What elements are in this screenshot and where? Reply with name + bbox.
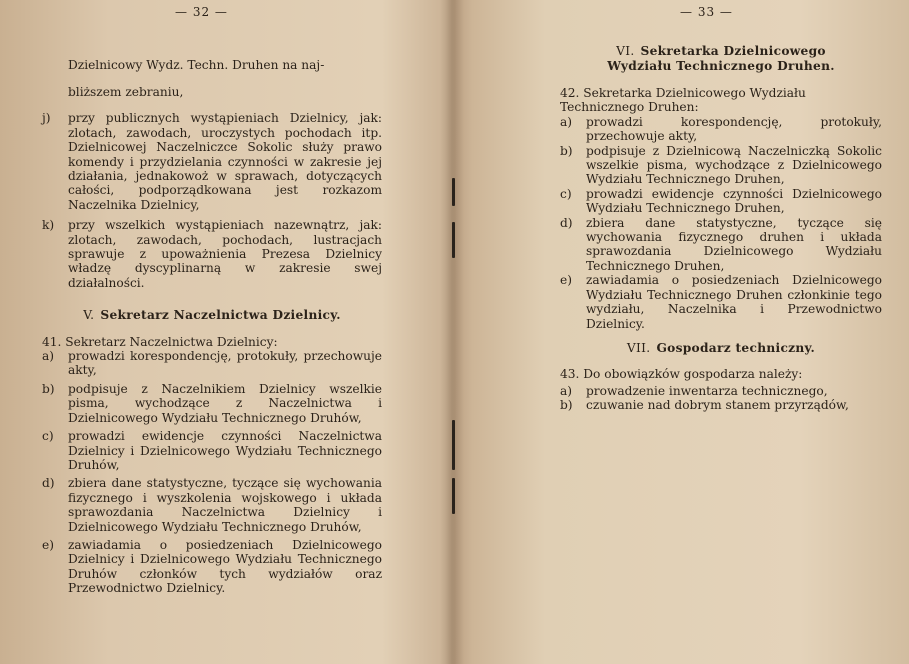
section-title-line2: Wydziału Technicznego Druhen. (607, 59, 835, 73)
item-text: podpisuje z Dzielnicową Naczelniczką Sokolic wszelkie pisma, wychodzące z Dzielnicowego Wydziału Technicznego Druhen, (586, 143, 882, 187)
section-number: V. (83, 308, 95, 323)
item-marker: e) (560, 273, 572, 288)
binding-stitch (452, 222, 455, 258)
item-text: prowadzi korespondencję, protokuły, przechowuje akty, (68, 349, 382, 378)
list-item (42, 538, 382, 596)
list-item (560, 273, 882, 331)
section-number: VI. (616, 44, 635, 58)
item-marker: d) (42, 476, 55, 491)
section-number: VII. (626, 340, 651, 355)
list-item (560, 187, 882, 216)
section-heading (560, 341, 882, 355)
binding-stitch (452, 478, 455, 514)
item-text: zawiadamia o posiedzeniach Dzielnicowego Wydziału Technicznego Druhen członkinie tego wydziału, Naczelnika i Przewodnictwo Dzielnicy. (586, 273, 882, 331)
item-text: prowadzi ewidencje czynności Dzielnicowego Wydziału Technicznego Druhen, (586, 186, 882, 216)
item-marker: a) (560, 114, 573, 129)
item-marker: k) (42, 218, 55, 233)
left-page (0, 0, 452, 664)
left-page-body (42, 46, 382, 596)
list-item (42, 476, 382, 534)
item-text: podpisuje z Naczelnikiem Dzielnicy wszelkie pisma, wychodzące z Naczelnictwa i Dzielnicowego Wydziału Technicznego Druhów, (68, 381, 382, 425)
list-item (42, 218, 382, 290)
item-text: przy wszelkich wystąpieniach nazewnątrz, jak: zlotach, zawodach, pochodach, lustracjach sprawuje z upoważnienia Prezesa Dzielnicy władzę dyscyplinarną w zakresie swej działalności. (68, 218, 382, 290)
item-marker: d) (560, 215, 573, 230)
list-item (42, 349, 382, 378)
item-text: prowadzi korespondencję, protokuły, przechowuje akty, (586, 114, 882, 144)
item-text: prowadzi ewidencje czynności Naczelnictwa Dzielnicy i Dzielnicowego Wydziału Technicznego Druhów, (68, 429, 382, 472)
item-marker: a) (560, 383, 573, 398)
item-marker: b) (560, 398, 573, 413)
page-number: — 32 — (175, 5, 228, 19)
list-item (42, 382, 382, 425)
paragraph-42: 42. Sekretarka Dzielnicowego Wydziału Technicznego Druhen: (560, 86, 806, 115)
list-item (42, 111, 382, 212)
item-marker: b) (560, 143, 573, 158)
item-text: zbiera dane statystyczne, tyczące się wychowania fizycznego i wyszkolenia wojskowego i układa sprawozdania Naczelnictwa Dzielnicy i Dzielnicowego Wydziału Technicznego Druhów, (68, 476, 382, 534)
binding-stitch (452, 420, 455, 470)
item-marker: j) (42, 111, 51, 126)
item-marker: c) (560, 186, 572, 201)
list-item (560, 144, 882, 187)
list-item (560, 115, 882, 144)
item-marker: b) (42, 381, 55, 396)
item-text: zbiera dane statystyczne, tyczące się wychowania fizycznego druhen i układa sprawozdania Dzielnicowego Wydziału Technicznego Druhen, (586, 215, 882, 273)
list-item (560, 398, 882, 412)
item-text: zawiadamia o posiedzeniach Dzielnicowego Dzielnicy i Dzielnicowego Wydziału Technicznego Druhów członków tych wydziałów oraz Przewodnictwo Dzielnicy. (68, 537, 382, 596)
item-text: czuwanie nad dobrym stanem przyrządów, (586, 398, 849, 413)
paragraph-41: 41. Sekretarz Naczelnictwa Dzielnicy: (42, 334, 278, 349)
section-title: Sekretarz Naczelnictwa Dzielnicy. (100, 308, 341, 323)
section-heading (560, 44, 882, 74)
right-page (458, 0, 909, 664)
list-item (560, 384, 882, 398)
list-item (42, 429, 382, 472)
item-text: prowadzenie inwentarza technicznego, (586, 383, 828, 398)
section-heading (42, 308, 382, 322)
page-number: — 33 — (680, 5, 733, 19)
continued-line: bliższem zebraniu, (68, 84, 184, 99)
item-marker: a) (42, 349, 55, 364)
right-page-body (560, 44, 882, 413)
binding-stitch (452, 178, 455, 206)
paragraph-43: 43. Do obowiązków gospodarza należy: (560, 367, 803, 382)
list-item (560, 216, 882, 274)
continued-line: Dzielnicowy Wydz. Techn. Druhen na naj- (68, 58, 325, 73)
item-text: przy publicznych wystąpieniach Dzielnicy, jak: zlotach, zawodach, uroczystych pochodach itp. Dzielnicowej Naczelniczce Sokolic służy prawo komendy i przydzielania czynności w zakresie jej działania, jednakowoż w sprawach, dotyczących całości, podporządkowana jest rozkazom Naczelnika Dzielnicy, (68, 111, 382, 212)
item-marker: e) (42, 537, 54, 552)
section-title: Sekretarka Dzielnicowego (640, 44, 826, 58)
section-title: Gospodarz techniczny. (656, 340, 816, 355)
item-marker: c) (42, 429, 54, 444)
